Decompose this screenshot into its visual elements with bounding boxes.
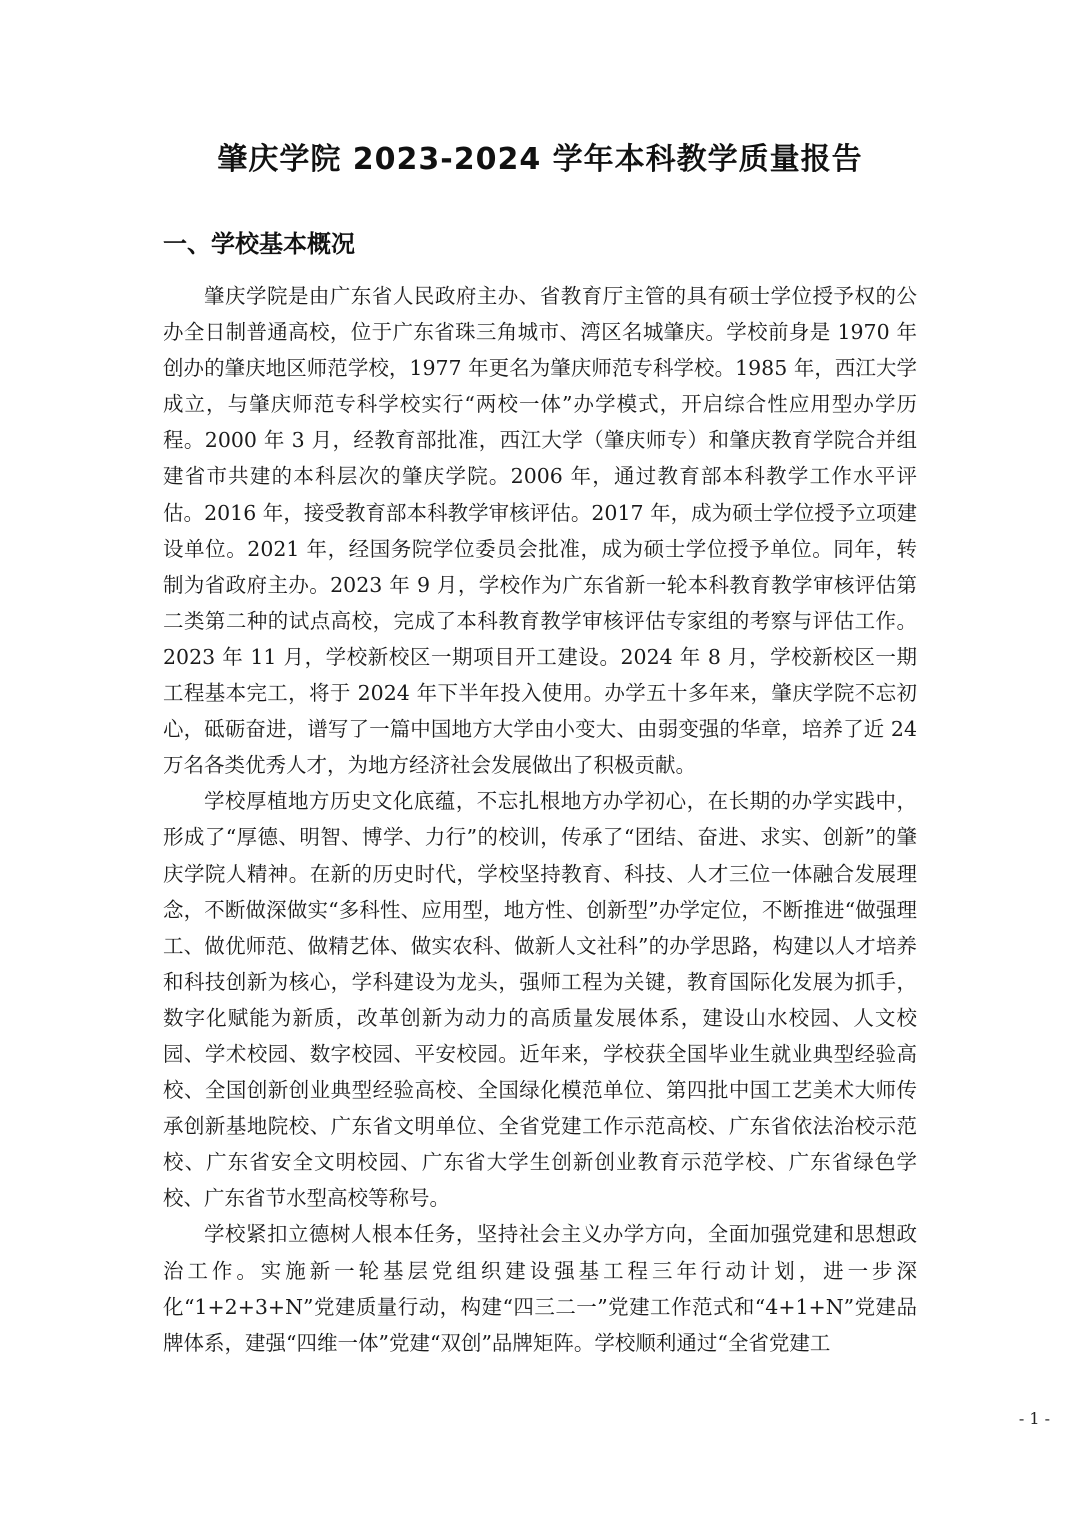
- section-heading: 一、学校基本概况: [163, 230, 355, 258]
- document-title: 肇庆学院 2023-2024 学年本科教学质量报告: [217, 142, 863, 177]
- paragraph-school-culture: 学校厚植地方历史文化底蕴，不忘扎根地方办学初心，在长期的办学实践中，形成了“厚德、明智、博学、力行”的校训，传承了“团结、奋进、求实、创新”的肇庆学院人精神。在新的历史时代，学校坚持教育、科技、人才三位一体融合发展理念，不断做深做实“多科性、应用型，地方性、创新型”办学定位，不断推进“做强理工、做优师范、做精艺体、做实农科、做新人文社科”的办学思路，构建以人才培养和科技创新为核心，学科建设为龙头，强师工程为关键，教育国际化发展为抓手，数字化赋能为新质，改革创新为动力的高质量发展体系，建设山水校园、人文校园、学术校园、数字校园、平安校园。近年来，学校获全国毕业生就业典型经验高校、全国创新创业典型经验高校、全国绿化模范单位、第四批中国工艺美术大师传承创新基地院校、广东省文明单位、全省党建工作示范高校、广东省依法治校示范校、广东省安全文明校园、广东省大学生创新创业教育示范学校、广东省绿色学校、广东省节水型高校等称号。: [163, 789, 917, 1211]
- page-number: - 1 -: [1018, 1409, 1050, 1428]
- paragraph-school-history: 肇庆学院是由广东省人民政府主办、省教育厅主管的具有硕士学位授予权的公办全日制普通高校，位于广东省珠三角城市、湾区名城肇庆。学校前身是 1970 年创办的肇庆地区师范学校，1977 年更名为肇庆师范专科学校。1985 年，西江大学成立，与肇庆师范专科学校实行“两校一体”办学模式，开启综合性应用型办学历程。2000 年 3 月，经教育部批准，西江大学（肇庆师专）和肇庆教育学院合并组建省市共建的本科层次的肇庆学院。2006 年，通过教育部本科教学工作水平评估。2016 年，接受教育部本科教学审核评估。2017 年，成为硕士学位授予立项建设单位。2021 年，经国务院学位委员会批准，成为硕士学位授予单位。同年，转制为省政府主办。2023 年 9 月，学校作为广东省新一轮本科教育教学审核评估第二类第二种的试点高校，完成了本科教育教学审核评估专家组的考察与评估工作。2023 年 11 月，学校新校区一期项目开工建设。2024 年 8 月，学校新校区一期工程基本完工，将于 2024 年下半年投入使用。办学五十多年来，肇庆学院不忘初心，砥砺奋进，谱写了一篇中国地方大学由小变大、由弱变强的华章，培养了近 24 万名各类优秀人才，为地方经济社会发展做出了积极贡献。: [163, 284, 917, 778]
- body-text: [163, 278, 917, 1361]
- paragraph-party-building: 学校紧扣立德树人根本任务，坚持社会主义办学方向，全面加强党建和思想政治工作。实施新一轮基层党组织建设强基工程三年行动计划，进一步深化“1+2+3+N”党建质量行动，构建“四三二一”党建工作范式和“4+1+N”党建品牌体系，建强“四维一体”党建“双创”品牌矩阵。学校顺利通过“全省党建工: [163, 1222, 917, 1355]
